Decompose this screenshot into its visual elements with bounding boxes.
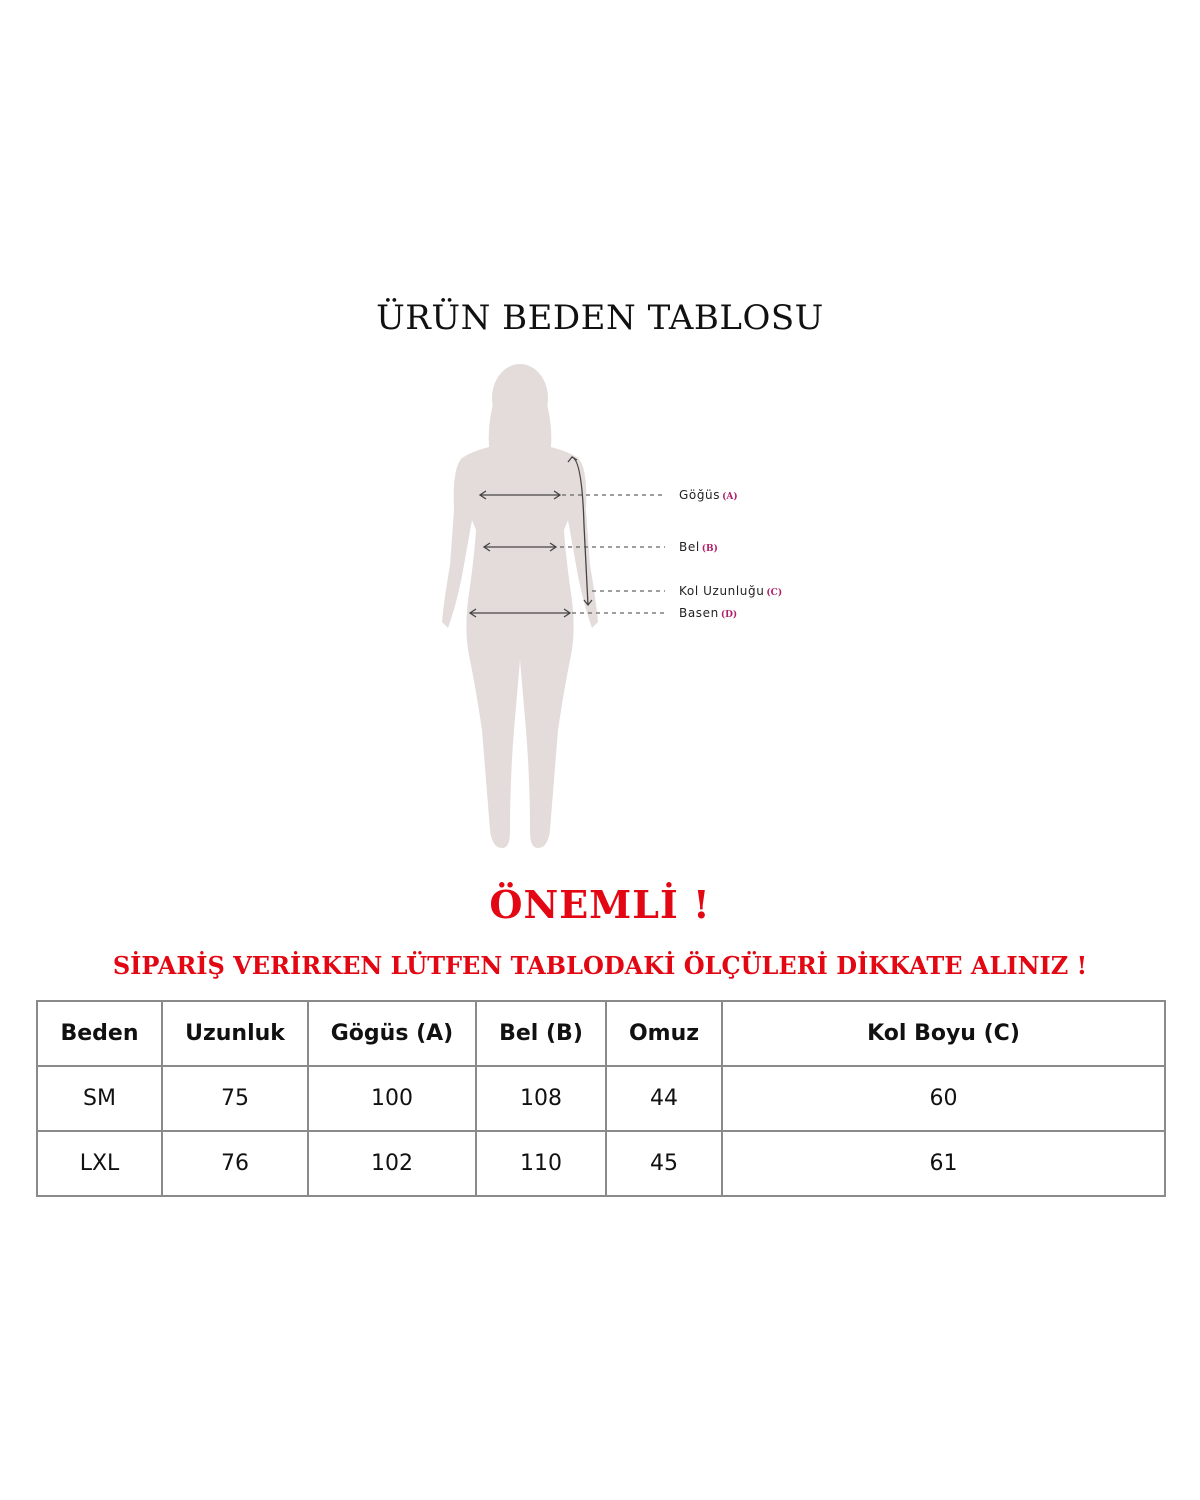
table-cell: 110	[476, 1131, 606, 1196]
column-header-kol-boyu: Kol Boyu (C)	[722, 1001, 1165, 1066]
order-notice: SİPARİŞ VERİRKEN LÜTFEN TABLODAKİ ÖLÇÜLERİ DİKKATE ALINIZ !	[112, 951, 1088, 980]
table-header-row	[37, 1001, 1165, 1066]
measurement-label-bel: Bel (B)	[679, 540, 718, 554]
table-cell: 108	[476, 1066, 606, 1131]
table-row	[37, 1131, 1165, 1196]
column-header-uzunluk: Uzunluk	[162, 1001, 308, 1066]
body-measurement-figure	[420, 360, 840, 860]
table-cell: SM	[37, 1066, 162, 1131]
table-cell: 76	[162, 1131, 308, 1196]
important-heading: ÖNEMLİ !	[489, 882, 711, 927]
column-header-gogus: Gögüs (A)	[308, 1001, 476, 1066]
table-row	[37, 1066, 1165, 1131]
page-title: ÜRÜN BEDEN TABLOSU	[376, 298, 824, 338]
body-silhouette-illustration	[420, 360, 840, 860]
column-header-bel: Bel (B)	[476, 1001, 606, 1066]
table-cell: 44	[606, 1066, 722, 1131]
table-cell: 61	[722, 1131, 1165, 1196]
woman-silhouette-icon	[442, 364, 598, 848]
table-cell: 102	[308, 1131, 476, 1196]
column-header-beden: Beden	[37, 1001, 162, 1066]
measurement-label-gogus: Göğüs (A)	[679, 488, 738, 502]
table-cell: LXL	[37, 1131, 162, 1196]
table-cell: 60	[722, 1066, 1165, 1131]
table-cell: 100	[308, 1066, 476, 1131]
table-cell: 75	[162, 1066, 308, 1131]
measurement-label-kol-uzunlugu: Kol Uzunluğu (C)	[679, 584, 783, 598]
column-header-omuz: Omuz	[606, 1001, 722, 1066]
size-table	[36, 1000, 1166, 1197]
table-cell: 45	[606, 1131, 722, 1196]
measurement-label-basen: Basen (D)	[679, 606, 738, 620]
